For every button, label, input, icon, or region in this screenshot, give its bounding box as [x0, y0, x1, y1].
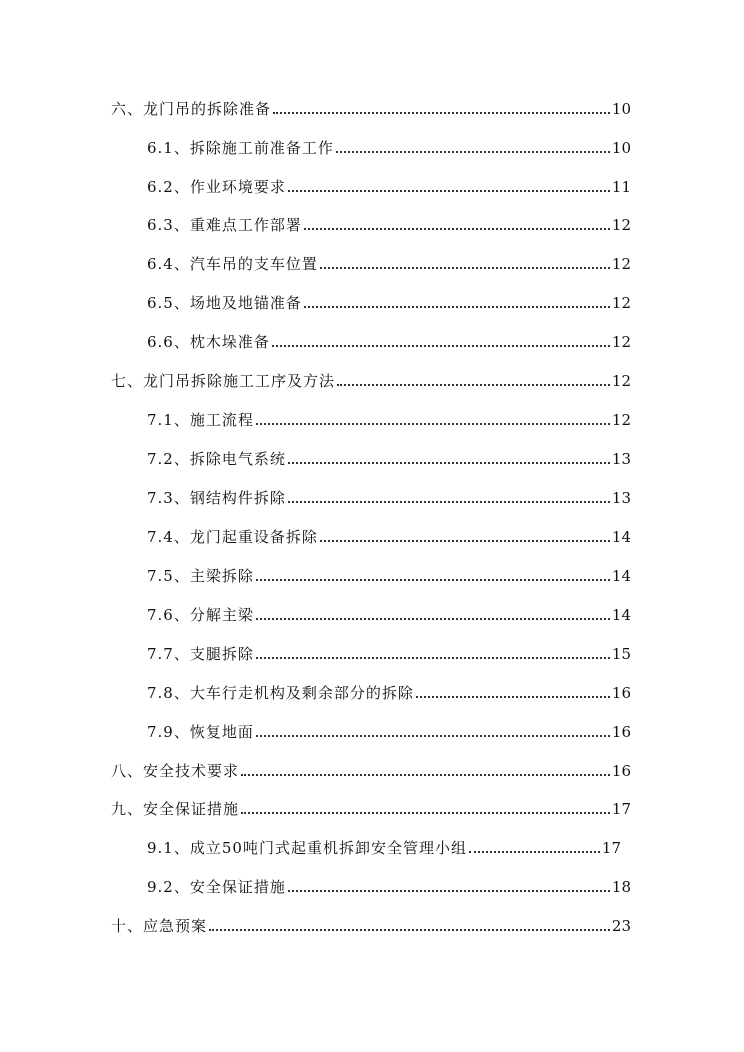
toc-entry[interactable]: [147, 252, 631, 276]
toc-entry[interactable]: [147, 525, 631, 549]
toc-entry-page: 12: [611, 372, 631, 390]
toc-dot-leader: [272, 345, 610, 347]
toc-dot-leader: [209, 929, 610, 931]
toc-dot-leader: [241, 812, 610, 814]
toc-entry-page: 12: [611, 411, 631, 429]
toc-entry-title: 九、安全保证措施: [111, 800, 240, 818]
toc-entry-title: 六、龙门吊的拆除准备: [111, 100, 272, 118]
toc-entry[interactable]: [111, 369, 631, 393]
toc-entry-title: 9.1、成立50吨门式起重机拆卸安全管理小组: [147, 839, 467, 857]
toc-entry-title: 7.7、支腿拆除: [147, 645, 254, 663]
toc-entry[interactable]: [147, 291, 631, 315]
toc-entry[interactable]: [147, 836, 621, 860]
toc-dot-leader: [288, 190, 610, 192]
toc-entry-page: 12: [611, 255, 631, 273]
toc-entry-page: 10: [611, 100, 631, 118]
toc-entry[interactable]: [147, 564, 631, 588]
toc-entry-title: 十、应急预案: [111, 917, 208, 935]
toc-entry-page: 11: [611, 178, 631, 196]
toc-entry-page: 12: [611, 333, 631, 351]
toc-entry[interactable]: [147, 642, 631, 666]
toc-entry-title: 6.5、场地及地锚准备: [147, 294, 302, 312]
toc-entry-title: 7.3、钢结构件拆除: [147, 489, 286, 507]
toc-entry[interactable]: [147, 681, 631, 705]
toc-dot-leader: [304, 228, 610, 230]
toc-entry-title: 7.2、拆除电气系统: [147, 450, 286, 468]
toc-entry[interactable]: [111, 97, 631, 121]
toc-dot-leader: [241, 774, 610, 776]
toc-entry-title: 7.4、龙门起重设备拆除: [147, 528, 318, 546]
toc-dot-leader: [416, 696, 610, 698]
toc-entry[interactable]: [147, 875, 631, 899]
toc-entry[interactable]: [147, 175, 631, 199]
toc-entry-page: 12: [611, 294, 631, 312]
toc-entry-page: 14: [611, 606, 631, 624]
toc-entry-title: 7.5、主梁拆除: [147, 567, 254, 585]
toc-entry-page: 18: [611, 878, 631, 896]
toc-dot-leader: [288, 462, 610, 464]
toc-dot-leader: [320, 540, 610, 542]
toc-entry-title: 七、龙门吊拆除施工工序及方法: [111, 372, 336, 390]
toc-entry[interactable]: [147, 136, 631, 160]
toc-dot-leader: [273, 112, 610, 114]
toc-entry[interactable]: [111, 914, 631, 938]
toc-entry-title: 6.6、枕木垛准备: [147, 333, 270, 351]
toc-entry-page: 17: [601, 839, 621, 857]
toc-entry[interactable]: [111, 797, 631, 821]
toc-dot-leader: [337, 384, 610, 386]
toc-entry-title: 7.1、施工流程: [147, 411, 254, 429]
toc-entry-page: 13: [611, 450, 631, 468]
toc-entry[interactable]: [147, 330, 631, 354]
toc-entry[interactable]: [147, 408, 631, 432]
toc-entry-title: 八、安全技术要求: [111, 762, 240, 780]
toc-entry-page: 10: [611, 139, 631, 157]
toc-dot-leader: [256, 618, 610, 620]
toc-dot-leader: [288, 890, 610, 892]
toc-entry-page: 23: [611, 917, 631, 935]
toc-dot-leader: [288, 501, 610, 503]
toc-entry-title: 6.2、作业环境要求: [147, 178, 286, 196]
toc-dot-leader: [304, 306, 610, 308]
toc-entry-page: 13: [611, 489, 631, 507]
toc-entry-page: 12: [611, 216, 631, 234]
toc-entry-title: 6.4、汽车吊的支车位置: [147, 255, 318, 273]
toc-entry[interactable]: [147, 447, 631, 471]
toc-dot-leader: [256, 423, 610, 425]
toc-entry-title: 6.3、重难点工作部署: [147, 216, 302, 234]
toc-entry-title: 6.1、拆除施工前准备工作: [147, 139, 334, 157]
toc-entry-title: 7.6、分解主梁: [147, 606, 254, 624]
toc-entry[interactable]: [147, 486, 631, 510]
toc-entry[interactable]: [147, 603, 631, 627]
toc-entry-page: 17: [611, 800, 631, 818]
toc-entry-title: 9.2、安全保证措施: [147, 878, 286, 896]
toc-entry-page: 16: [611, 762, 631, 780]
toc-entry[interactable]: [147, 720, 631, 744]
toc-dot-leader: [320, 267, 610, 269]
toc-dot-leader: [336, 151, 610, 153]
toc-entry-page: 16: [611, 684, 631, 702]
toc-entry-page: 14: [611, 567, 631, 585]
toc-entry[interactable]: [111, 759, 631, 783]
toc-entry-page: 15: [611, 645, 631, 663]
toc-entry[interactable]: [147, 213, 631, 237]
toc-dot-leader: [469, 851, 600, 853]
toc-dot-leader: [256, 657, 610, 659]
toc-dot-leader: [256, 579, 610, 581]
toc-dot-leader: [256, 735, 610, 737]
toc-entry-title: 7.8、大车行走机构及剩余部分的拆除: [147, 684, 414, 702]
toc-entry-title: 7.9、恢复地面: [147, 723, 254, 741]
toc-entry-page: 14: [611, 528, 631, 546]
toc-entry-page: 16: [611, 723, 631, 741]
